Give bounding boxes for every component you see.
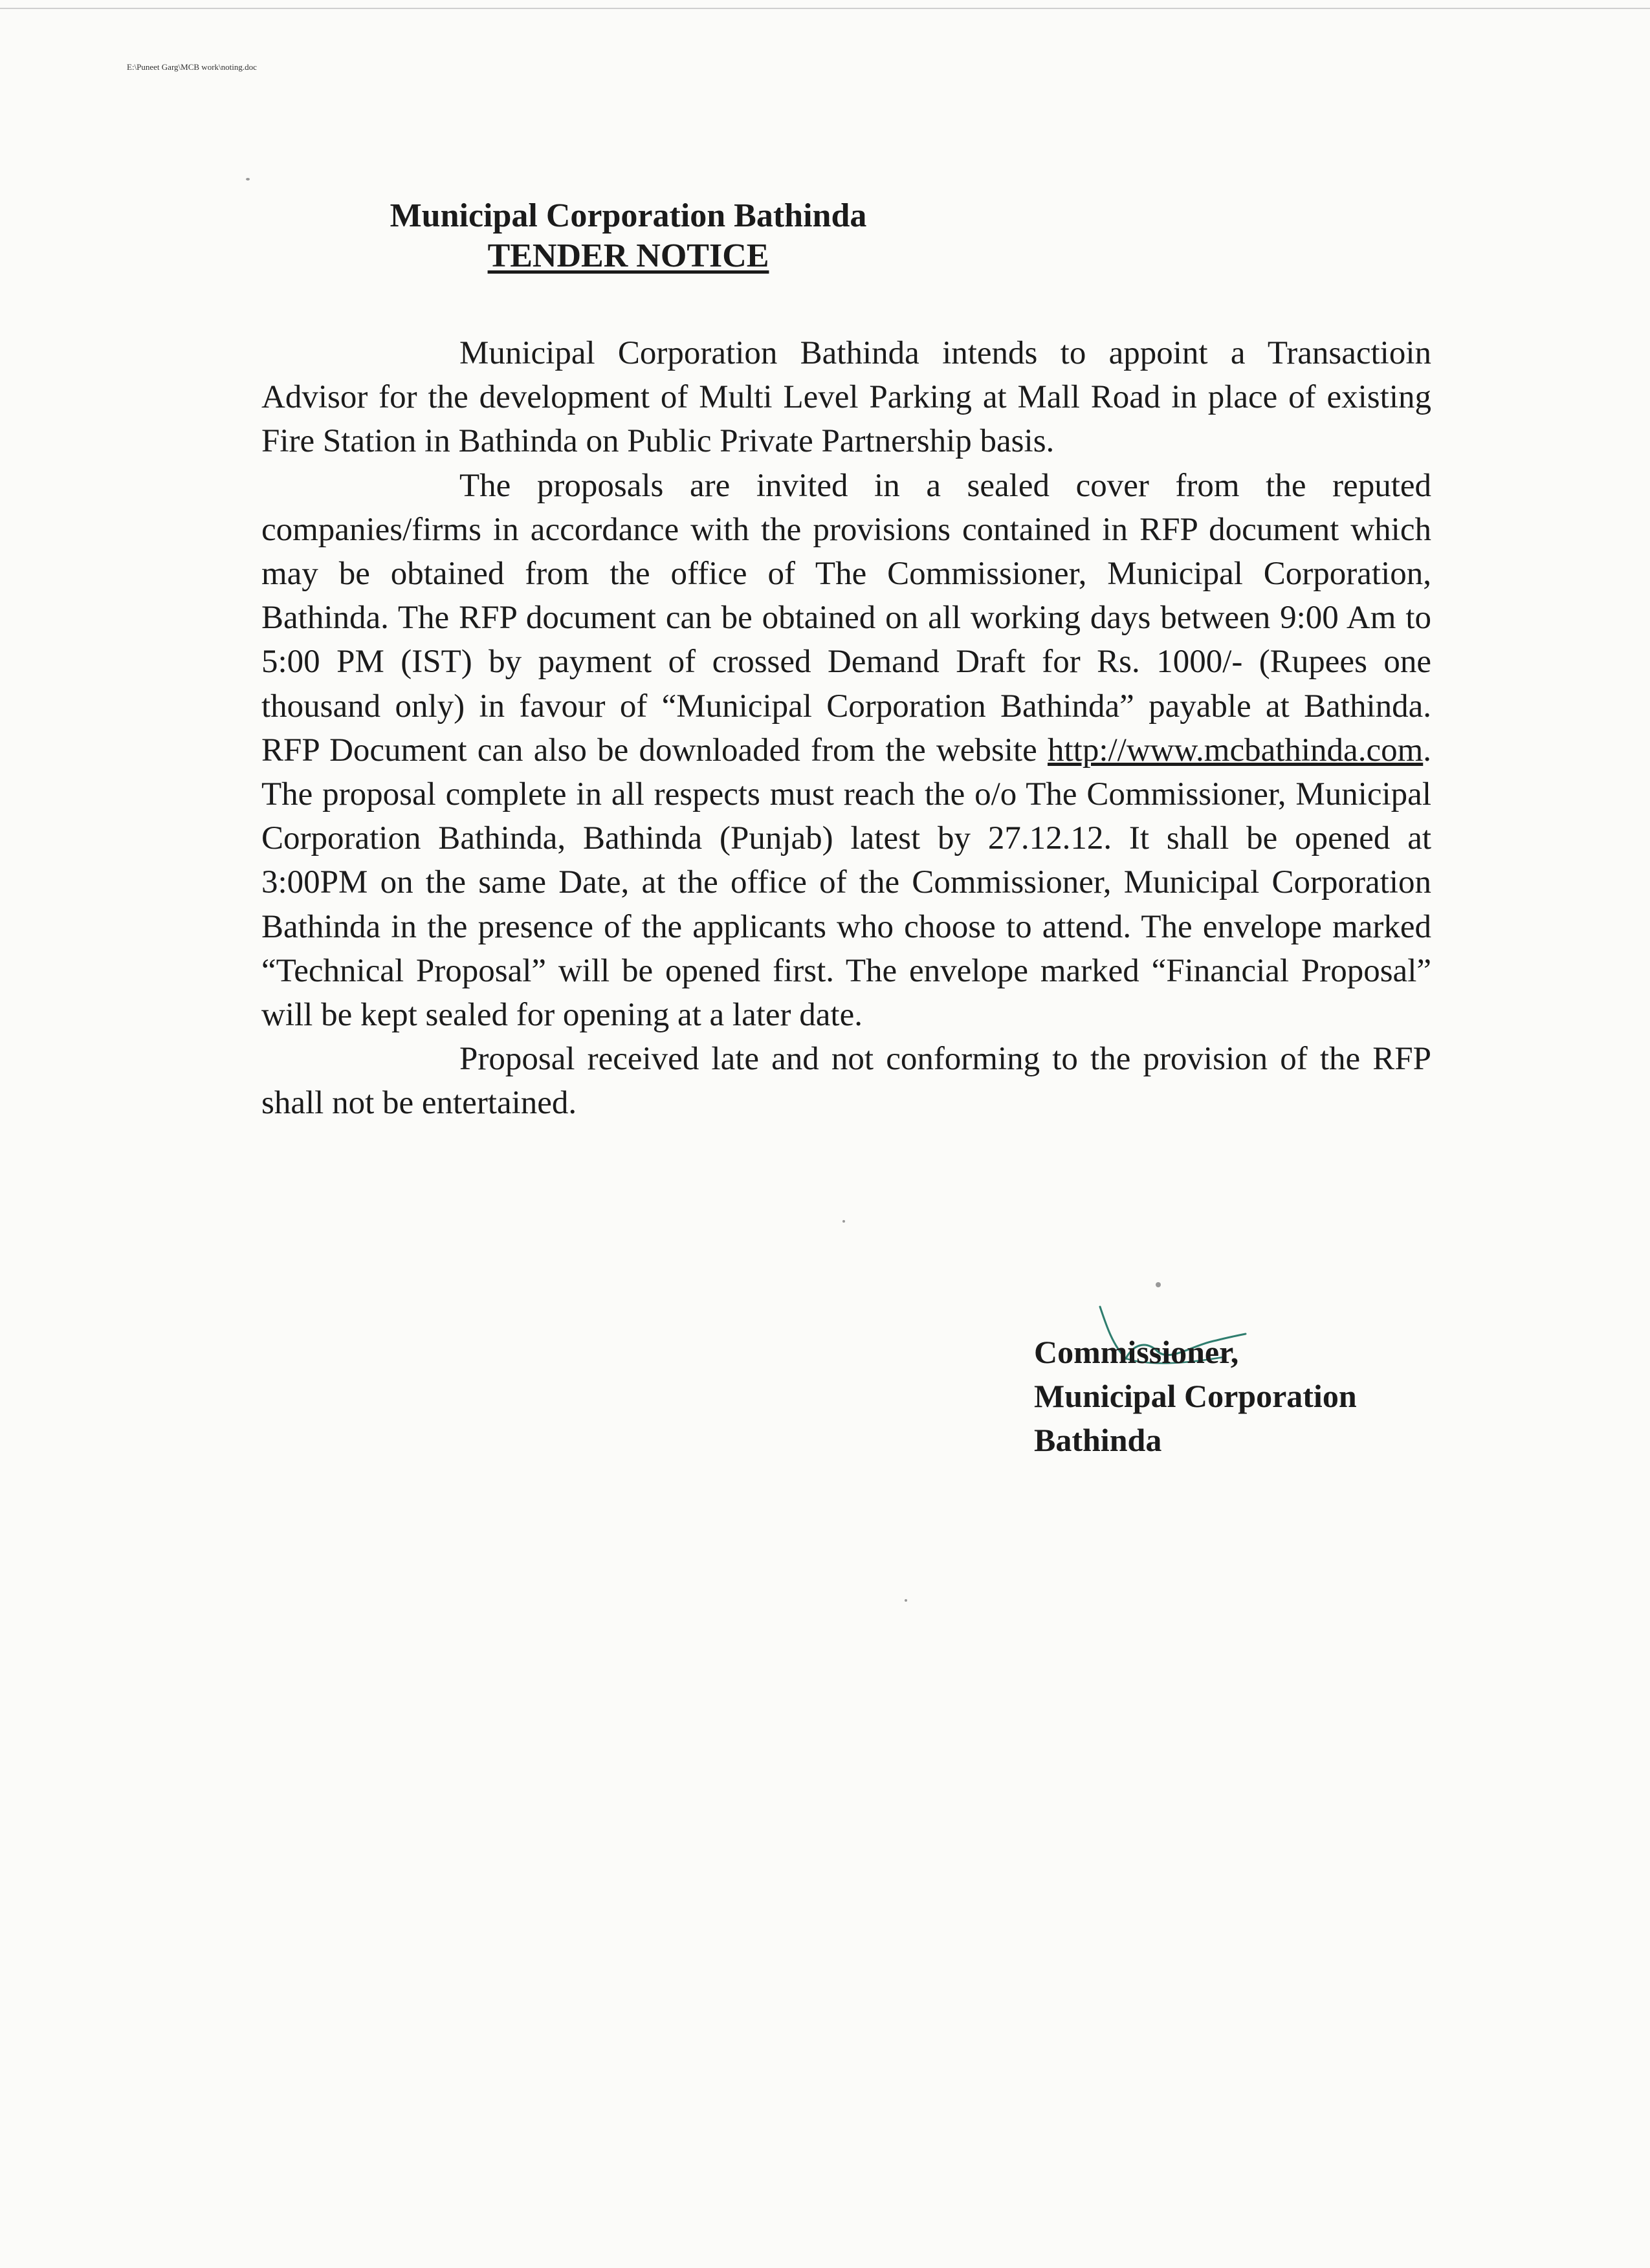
scan-speck xyxy=(905,1599,907,1602)
paragraph-late-proposals: Proposal received late and not conforming to the provision of the RFP shall not be entertained. xyxy=(261,1041,1431,1122)
notice-body xyxy=(261,331,1431,1126)
scan-speck xyxy=(1156,1282,1161,1287)
organization-title: Municipal Corporation Bathinda xyxy=(390,197,867,234)
website-link[interactable]: http://www.mcbathinda.com xyxy=(1048,732,1424,769)
file-path-label: E:\Puneet Garg\MCB work\noting.doc xyxy=(127,62,257,72)
signatory-title: Commissioner, xyxy=(1034,1334,1239,1370)
signature-block xyxy=(1034,1330,1357,1462)
paragraph-proposals-text-2: . The proposal complete in all respects must reach the o/o The Commissioner, Municipal Corporation Bathinda, Bathinda (Punjab) latest by 27.12.12. It shall be opened at 3:00PM on the same Date, at the office of the Commissioner, Municipal Corporation Bathinda in the presence of the applicants who choose to attend. The envelope marked “Technical Proposal” will be opened first. The envelope marked “Financial Proposal” will be kept sealed for opening at a later date. xyxy=(261,732,1431,1034)
paragraph-proposals-text-1: The proposals are invited in a sealed cover from the reputed companies/firms in accordance with the provisions contained in RFP document which may be obtained from the office of The Commissioner, Municipal Corporation, Bathinda. The RFP document can be obtained on all working days between 9:00 Am to 5:00 PM (IST) by payment of crossed Demand Draft for Rs. 1000/- (Rupees one thousand only) in favour of “Municipal Corporation Bathinda” payable at Bathinda. RFP Document can also be downloaded from the website xyxy=(261,467,1431,769)
scan-speck xyxy=(246,178,250,180)
notice-header xyxy=(0,195,1650,276)
scan-top-edge xyxy=(0,8,1650,9)
tender-notice-title: TENDER NOTICE xyxy=(487,237,769,274)
paragraph-intent: Municipal Corporation Bathinda intends to appoint a Transactioin Advisor for the development of Multi Level Parking at Mall Road in place of existing Fire Station in Bathinda on Public Private Partnership basis. xyxy=(261,335,1431,460)
scan-speck xyxy=(842,1220,845,1223)
signatory-org-line-1: Municipal Corporation xyxy=(1034,1378,1357,1414)
signatory-org-line-2: Bathinda xyxy=(1034,1422,1162,1458)
paragraph-proposals xyxy=(261,464,1431,1038)
